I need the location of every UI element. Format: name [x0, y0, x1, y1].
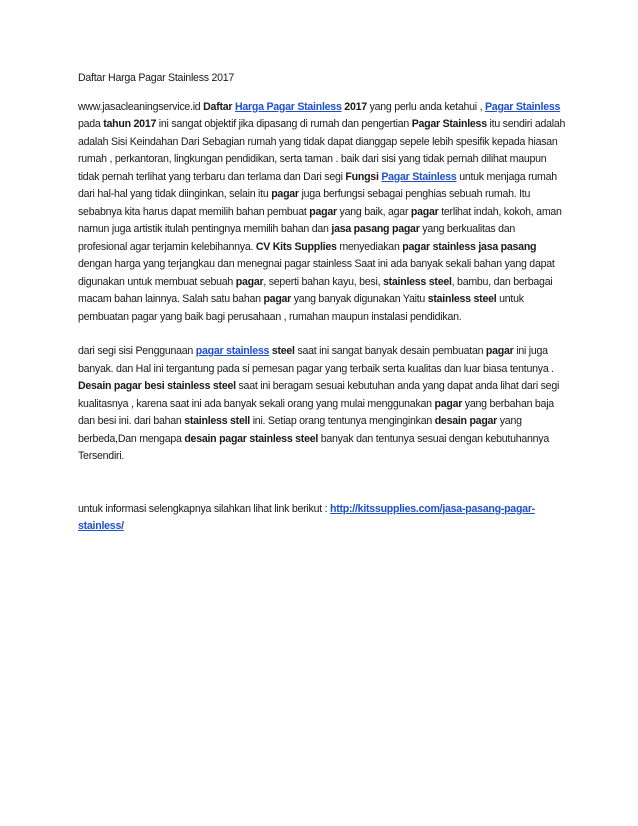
bold-text: pagar [410, 205, 439, 218]
body-text: dari segi sisi Penggunaan [78, 345, 196, 357]
hyperlink[interactable]: Harga Pagar Stainless [234, 100, 342, 113]
paragraph-2 [78, 343, 566, 466]
body-text: banyak dan tentunya sesuai dengan kebutuhannya Tersendiri. [78, 432, 549, 462]
bold-text: CV Kits Supplies [255, 240, 337, 253]
hyperlink[interactable]: Pagar Stainless [484, 100, 561, 113]
hyperlink[interactable]: http://kitssupplies.com/jasa-pasang-pagar-stainless/ [78, 502, 535, 532]
body-text: terlihat indah, kokoh, aman namun juga artistik itulah pentingnya memilih bahan dan [78, 205, 562, 235]
body-text: yang baik, agar [336, 205, 411, 218]
body-text: itu sendiri adalah adalah Sisi Keindahan Dari Sebagian rumah yang tidak dapat dianggap sepele lebih spesifik kepada hiasan rumah , perkantoran, lingkungan pendidikan, serta taman . baik dari sisi yang tidak pernah dilihat maupun tidak pernah terlihat yang terbaru dan terlama dan Dari segi [78, 118, 566, 183]
bold-text: Fungsi [345, 170, 382, 183]
bold-text: pagar [271, 188, 299, 200]
bold-text: 2017 [341, 100, 367, 113]
bold-text: pagar stainless jasa pasang [402, 240, 537, 253]
paragraph-3 [78, 501, 566, 536]
bold-text: pagar [485, 345, 514, 357]
paragraph-1 [78, 99, 566, 327]
body-text: yang banyak digunakan Yaitu [291, 293, 428, 305]
bold-text: desain pagar [434, 415, 498, 427]
document-title: Daftar Harga Pagar Stainless 2017 [78, 72, 235, 84]
body-text: dengan harga yang terjangkau dan menegnai pagar stainless Saat ini ada banyak sekali bahan yang dapat digunakan untuk membuat sebuah [78, 258, 555, 288]
hyperlink[interactable]: pagar stainless [195, 345, 270, 357]
bold-text: stainless stell [184, 415, 250, 427]
body-text: untuk menjaga rumah dari hal-hal yang tidak diinginkan, selain itu [78, 170, 557, 200]
body-text: ini juga banyak. dan Hal ini tergantung pada si pemesan pagar yang terbaik serta kualitas dan luar biasa tentunya . [78, 345, 554, 375]
body-text: yang perlu anda ketahui , [366, 100, 485, 113]
body-text: menyediakan [336, 240, 403, 253]
body-text: untuk pembuatan pagar yang baik bagi perusahaan , rumahan maupun instalasi pendidikan. [78, 293, 524, 323]
body-text: , bambu, dan berbagai macam bahan lainnya. Salah satu bahan [78, 275, 553, 305]
body-text: yang berkualitas dan profesional agar terjamin kelebihannya. [78, 223, 516, 253]
bold-text: steel [269, 345, 295, 357]
body-text: yang berbahan baja dan besi ini. dari bahan [78, 397, 554, 427]
body-text: untuk informasi selengkapnya silahkan lihat link berikut : [78, 502, 331, 515]
body-text: ini. Setiap orang tentunya menginginkan [250, 415, 435, 427]
bold-text: pagar [235, 275, 264, 288]
bold-text: pagar [263, 293, 292, 305]
body-text: yang berbeda,Dan mengapa [78, 415, 522, 445]
body-text: juga berfungsi sebagai penghias sebuah rumah. Itu sebabnya kita harus dapat memilih bahan pembuat [78, 188, 531, 218]
hyperlink[interactable]: Pagar Stainless [381, 170, 457, 183]
bold-text: jasa pasang pagar [331, 223, 420, 235]
bold-text: tahun 2017 [103, 118, 157, 130]
bold-text: Daftar [203, 100, 235, 113]
bold-text: Pagar Stainless [411, 118, 487, 130]
bold-text: pagar [309, 205, 337, 218]
body-text: www.jasacleaningservice.id [78, 100, 204, 113]
bold-text: pagar [434, 397, 463, 410]
body-text: pada [78, 118, 104, 130]
bold-text: stainless steel [382, 275, 452, 288]
bold-text: desain pagar stainless steel [184, 432, 319, 445]
body-text: ini sangat objektif jika dipasang di rumah dan pengertian [156, 118, 412, 130]
bold-text: stainless steel [427, 293, 497, 305]
body-text: saat ini sangat banyak desain pembuatan [294, 345, 486, 357]
bold-text: Desain pagar besi stainless steel [78, 380, 236, 392]
document-body [78, 70, 566, 536]
body-text: , seperti bahan kayu, besi, [263, 275, 383, 288]
body-text: saat ini beragam sesuai kebutuhan anda yang dapat anda lihat dari segi kualitasnya , karena saat ini ada banyak sekali orang yang mulai menggunakan [78, 380, 560, 410]
